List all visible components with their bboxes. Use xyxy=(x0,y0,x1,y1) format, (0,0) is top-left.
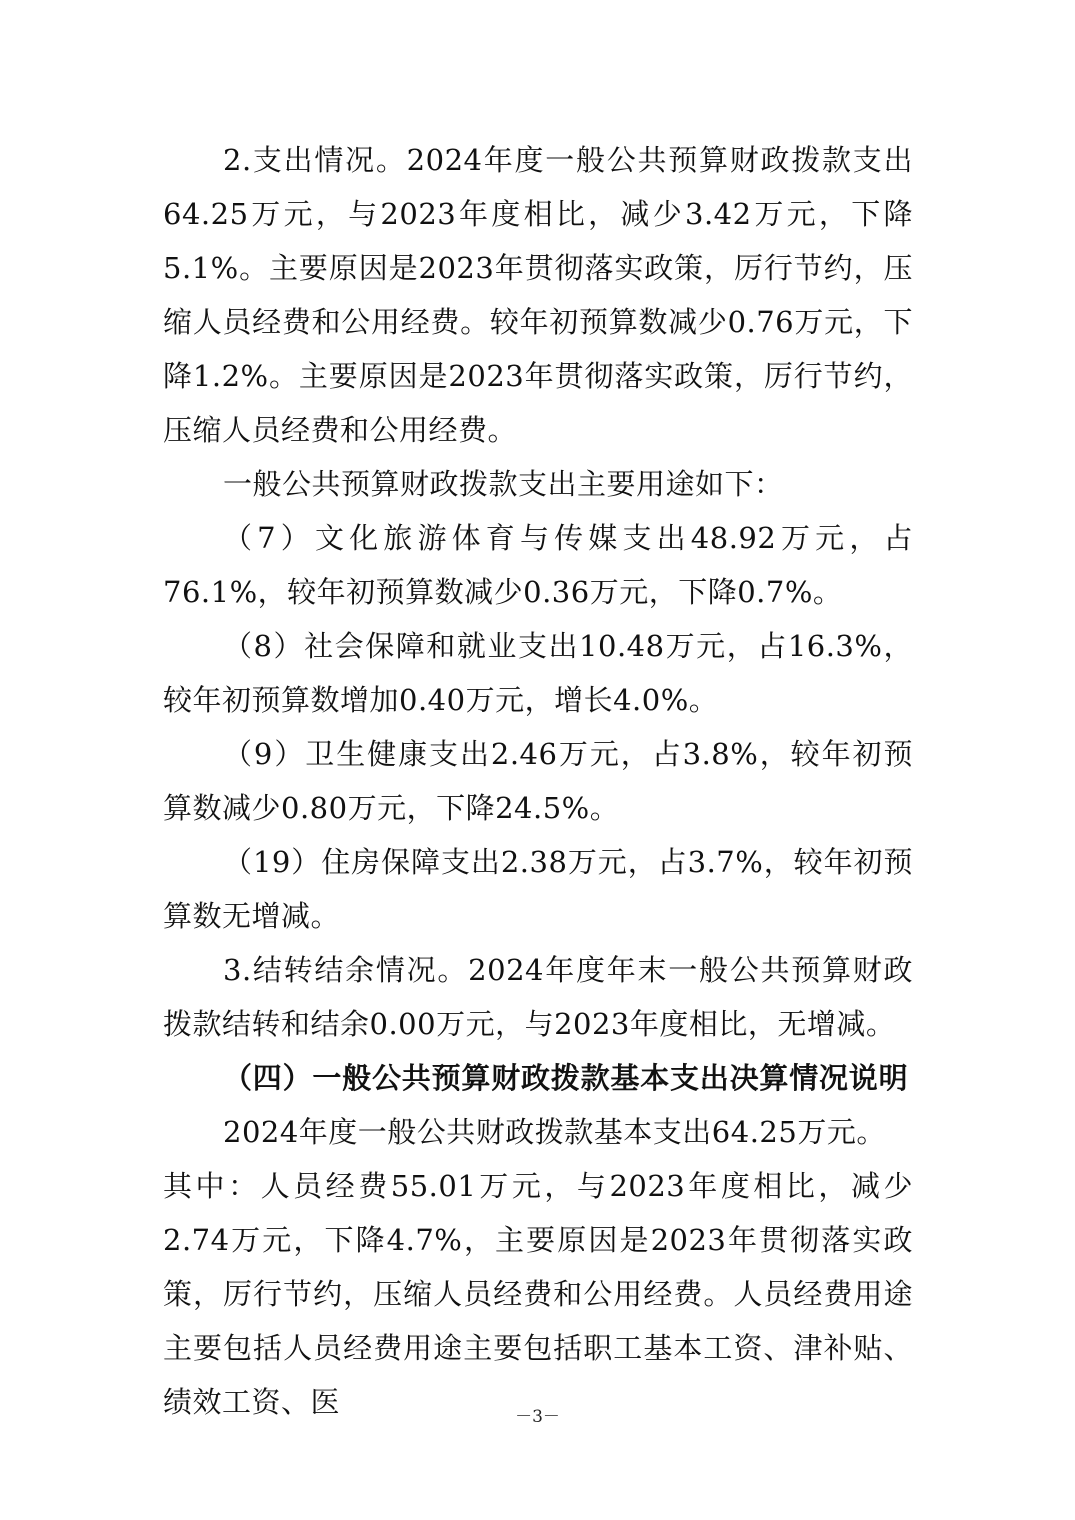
paragraph-basic-expenditure: 2024年度一般公共财政拨款基本支出64.25万元。 xyxy=(223,1115,886,1149)
paragraph-item-social-security: （8）社会保障和就业支出10.48万元，占16.3%，较年初预算数增加0.40万元，增长4.0%。 xyxy=(163,629,913,717)
paragraph-item-health: （9）卫生健康支出2.46万元，占3.8%，较年初预算数减少0.80万元，下降24.5%。 xyxy=(163,737,913,825)
page-number: －3－ xyxy=(515,1407,560,1427)
paragraph-main-uses-intro: 一般公共预算财政拨款支出主要用途如下： xyxy=(223,467,784,501)
paragraph-carryover-balance: 3.结转结余情况。2024年度年末一般公共预算财政拨款结转和结余0.00万元，与2023年度相比，无增减。 xyxy=(163,953,913,1041)
document-body xyxy=(163,133,913,1429)
section-heading: （四）一般公共预算财政拨款基本支出决算情况说明 xyxy=(223,1061,909,1095)
paragraph-item-culture-tourism: （7）文化旅游体育与传媒支出48.92万元，占76.1%，较年初预算数减少0.36万元，下降0.7%。 xyxy=(163,521,913,609)
paragraph-expenditure-overview: 2.支出情况。2024年度一般公共预算财政拨款支出64.25万元，与2023年度相比，减少3.42万元，下降5.1%。主要原因是2023年贯彻落实政策，厉行节约，压缩人员经费和公用经费。较年初预算数减少0.76万元，下降1.2%。主要原因是2023年贯彻落实政策，厉行节约，压缩人员经费和公用经费。 xyxy=(163,143,913,447)
paragraph-personnel-expenses: 其中：人员经费55.01万元，与2023年度相比，减少2.74万元，下降4.7%，主要原因是2023年贯彻落实政策，厉行节约，压缩人员经费和公用经费。人员经费用途主要包括人员经费用途主要包括职工基本工资、津补贴、绩效工资、医 xyxy=(163,1169,913,1419)
paragraph-item-housing: （19）住房保障支出2.38万元，占3.7%，较年初预算数无增减。 xyxy=(163,845,913,933)
